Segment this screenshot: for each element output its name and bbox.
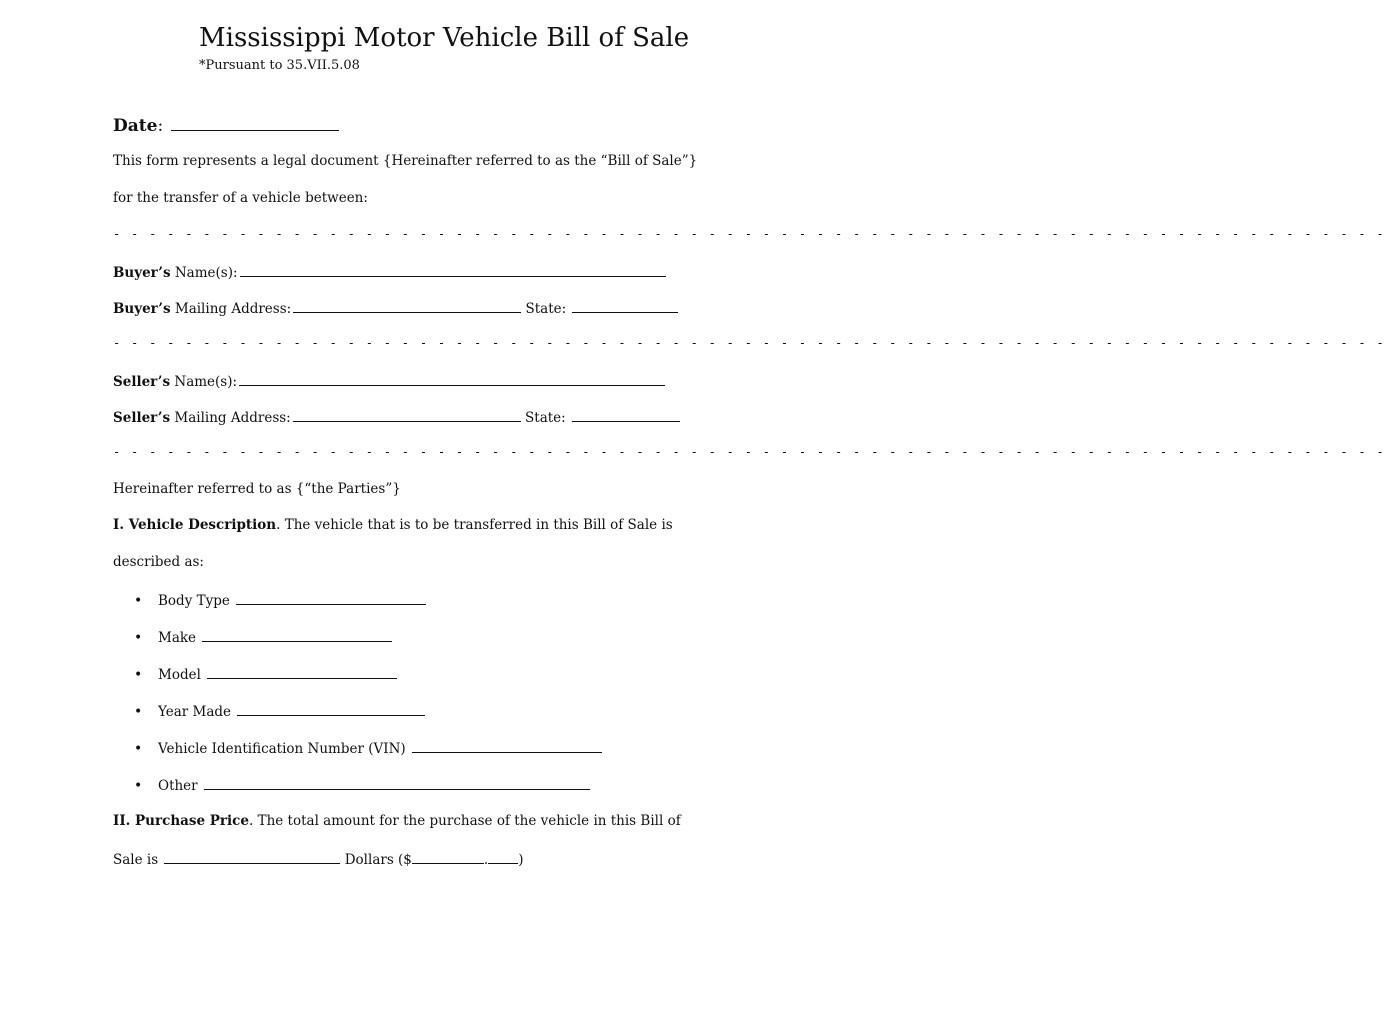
seller-state-label: State: xyxy=(525,410,566,426)
intro-line-2: for the transfer of a vehicle between: xyxy=(113,190,368,206)
section1-heading: I. Vehicle Description xyxy=(113,517,277,533)
document-subtitle: *Pursuant to 35.VII.5.08 xyxy=(199,58,360,73)
year-made-field[interactable] xyxy=(237,700,425,716)
section1-text-1: . The vehicle that is to be transferred in this Bill of Sale is xyxy=(276,517,673,533)
list-item-body-type xyxy=(134,589,426,611)
bullet-icon: • xyxy=(134,778,143,794)
buyer-address-field[interactable] xyxy=(293,297,521,313)
section2-text-1: . The total amount for the purchase of the vehicle in this Bill of xyxy=(248,813,681,829)
dollars-label: Dollars ($ xyxy=(344,852,412,868)
bullet-icon: • xyxy=(134,741,143,757)
buyer-address-label: Mailing Address: xyxy=(170,301,292,317)
intro-line-1: This form represents a legal document {Hereinafter referred to as the “Bill of Sale”} xyxy=(113,153,698,169)
price-words-field[interactable] xyxy=(164,848,340,864)
bullet-icon: • xyxy=(134,593,143,609)
date-row xyxy=(113,114,339,138)
buyer-names-row xyxy=(113,261,666,283)
list-item-make xyxy=(134,626,392,648)
seller-names-label: Name(s): xyxy=(170,374,238,390)
buyer-state-label: State: xyxy=(525,301,567,317)
buyer-address-row xyxy=(113,297,678,319)
other-field[interactable] xyxy=(204,774,590,790)
list-item-vin xyxy=(134,737,602,759)
seller-label-2: Seller’s xyxy=(113,410,171,426)
seller-names-field[interactable] xyxy=(239,370,665,386)
make-field[interactable] xyxy=(202,626,392,642)
section2-line-1 xyxy=(113,811,681,831)
seller-label: Seller’s xyxy=(113,374,171,390)
close-paren: ) xyxy=(518,852,524,868)
vin-field[interactable] xyxy=(412,737,602,753)
date-label: Date xyxy=(113,116,158,136)
section2-heading: II. Purchase Price xyxy=(113,813,249,829)
other-label: Other xyxy=(158,778,198,794)
make-label: Make xyxy=(158,630,197,646)
document-title: Mississippi Motor Vehicle Bill of Sale xyxy=(199,23,690,53)
seller-address-label: Mailing Address: xyxy=(170,410,291,426)
date-colon: : xyxy=(157,116,164,136)
year-made-label: Year Made xyxy=(158,704,232,720)
separator-3: - - - - - - - - - - - - - - - - - - - - - - - - - - - - - - - - - - - - - - - - - - - - - - - - - - - - - - - - - - - - - - - - - - - - - - - xyxy=(113,445,1385,459)
date-field[interactable] xyxy=(171,115,339,131)
price-dollars-field[interactable] xyxy=(412,848,484,864)
buyer-label-2: Buyer’s xyxy=(113,301,171,317)
sale-price-row xyxy=(113,848,523,870)
bullet-icon: • xyxy=(134,630,143,646)
bullet-icon: • xyxy=(134,704,143,720)
separator-2: - - - - - - - - - - - - - - - - - - - - - - - - - - - - - - - - - - - - - - - - - - - - - - - - - - - - - - - - - - - - - - - - - - - - - - - xyxy=(113,336,1385,350)
seller-names-row xyxy=(113,370,665,392)
parties-line: Hereinafter referred to as {“the Parties”} xyxy=(113,481,401,497)
list-item-other xyxy=(134,774,590,796)
seller-address-field[interactable] xyxy=(293,406,521,422)
seller-state-field[interactable] xyxy=(572,406,680,422)
model-label: Model xyxy=(158,667,201,683)
vin-label: Vehicle Identification Number (VIN) xyxy=(158,741,406,757)
bullet-icon: • xyxy=(134,667,143,683)
seller-address-row xyxy=(113,406,680,428)
separator-1: - - - - - - - - - - - - - - - - - - - - - - - - - - - - - - - - - - - - - - - - - - - - - - - - - - - - - - - - - - - - - - - - - - - - - - - xyxy=(113,227,1385,241)
buyer-names-label: Name(s): xyxy=(170,265,238,281)
decimal-point: . xyxy=(483,852,489,868)
sale-is-label: Sale is xyxy=(113,852,159,868)
buyer-state-field[interactable] xyxy=(572,297,678,313)
body-type-field[interactable] xyxy=(236,589,426,605)
price-cents-field[interactable] xyxy=(488,848,518,864)
body-type-label: Body Type xyxy=(158,593,230,609)
model-field[interactable] xyxy=(207,663,397,679)
section1-line-1 xyxy=(113,515,673,535)
list-item-model xyxy=(134,663,397,685)
buyer-label: Buyer’s xyxy=(113,265,171,281)
list-item-year-made xyxy=(134,700,425,722)
section1-line-2: described as: xyxy=(113,554,204,570)
buyer-names-field[interactable] xyxy=(240,261,666,277)
